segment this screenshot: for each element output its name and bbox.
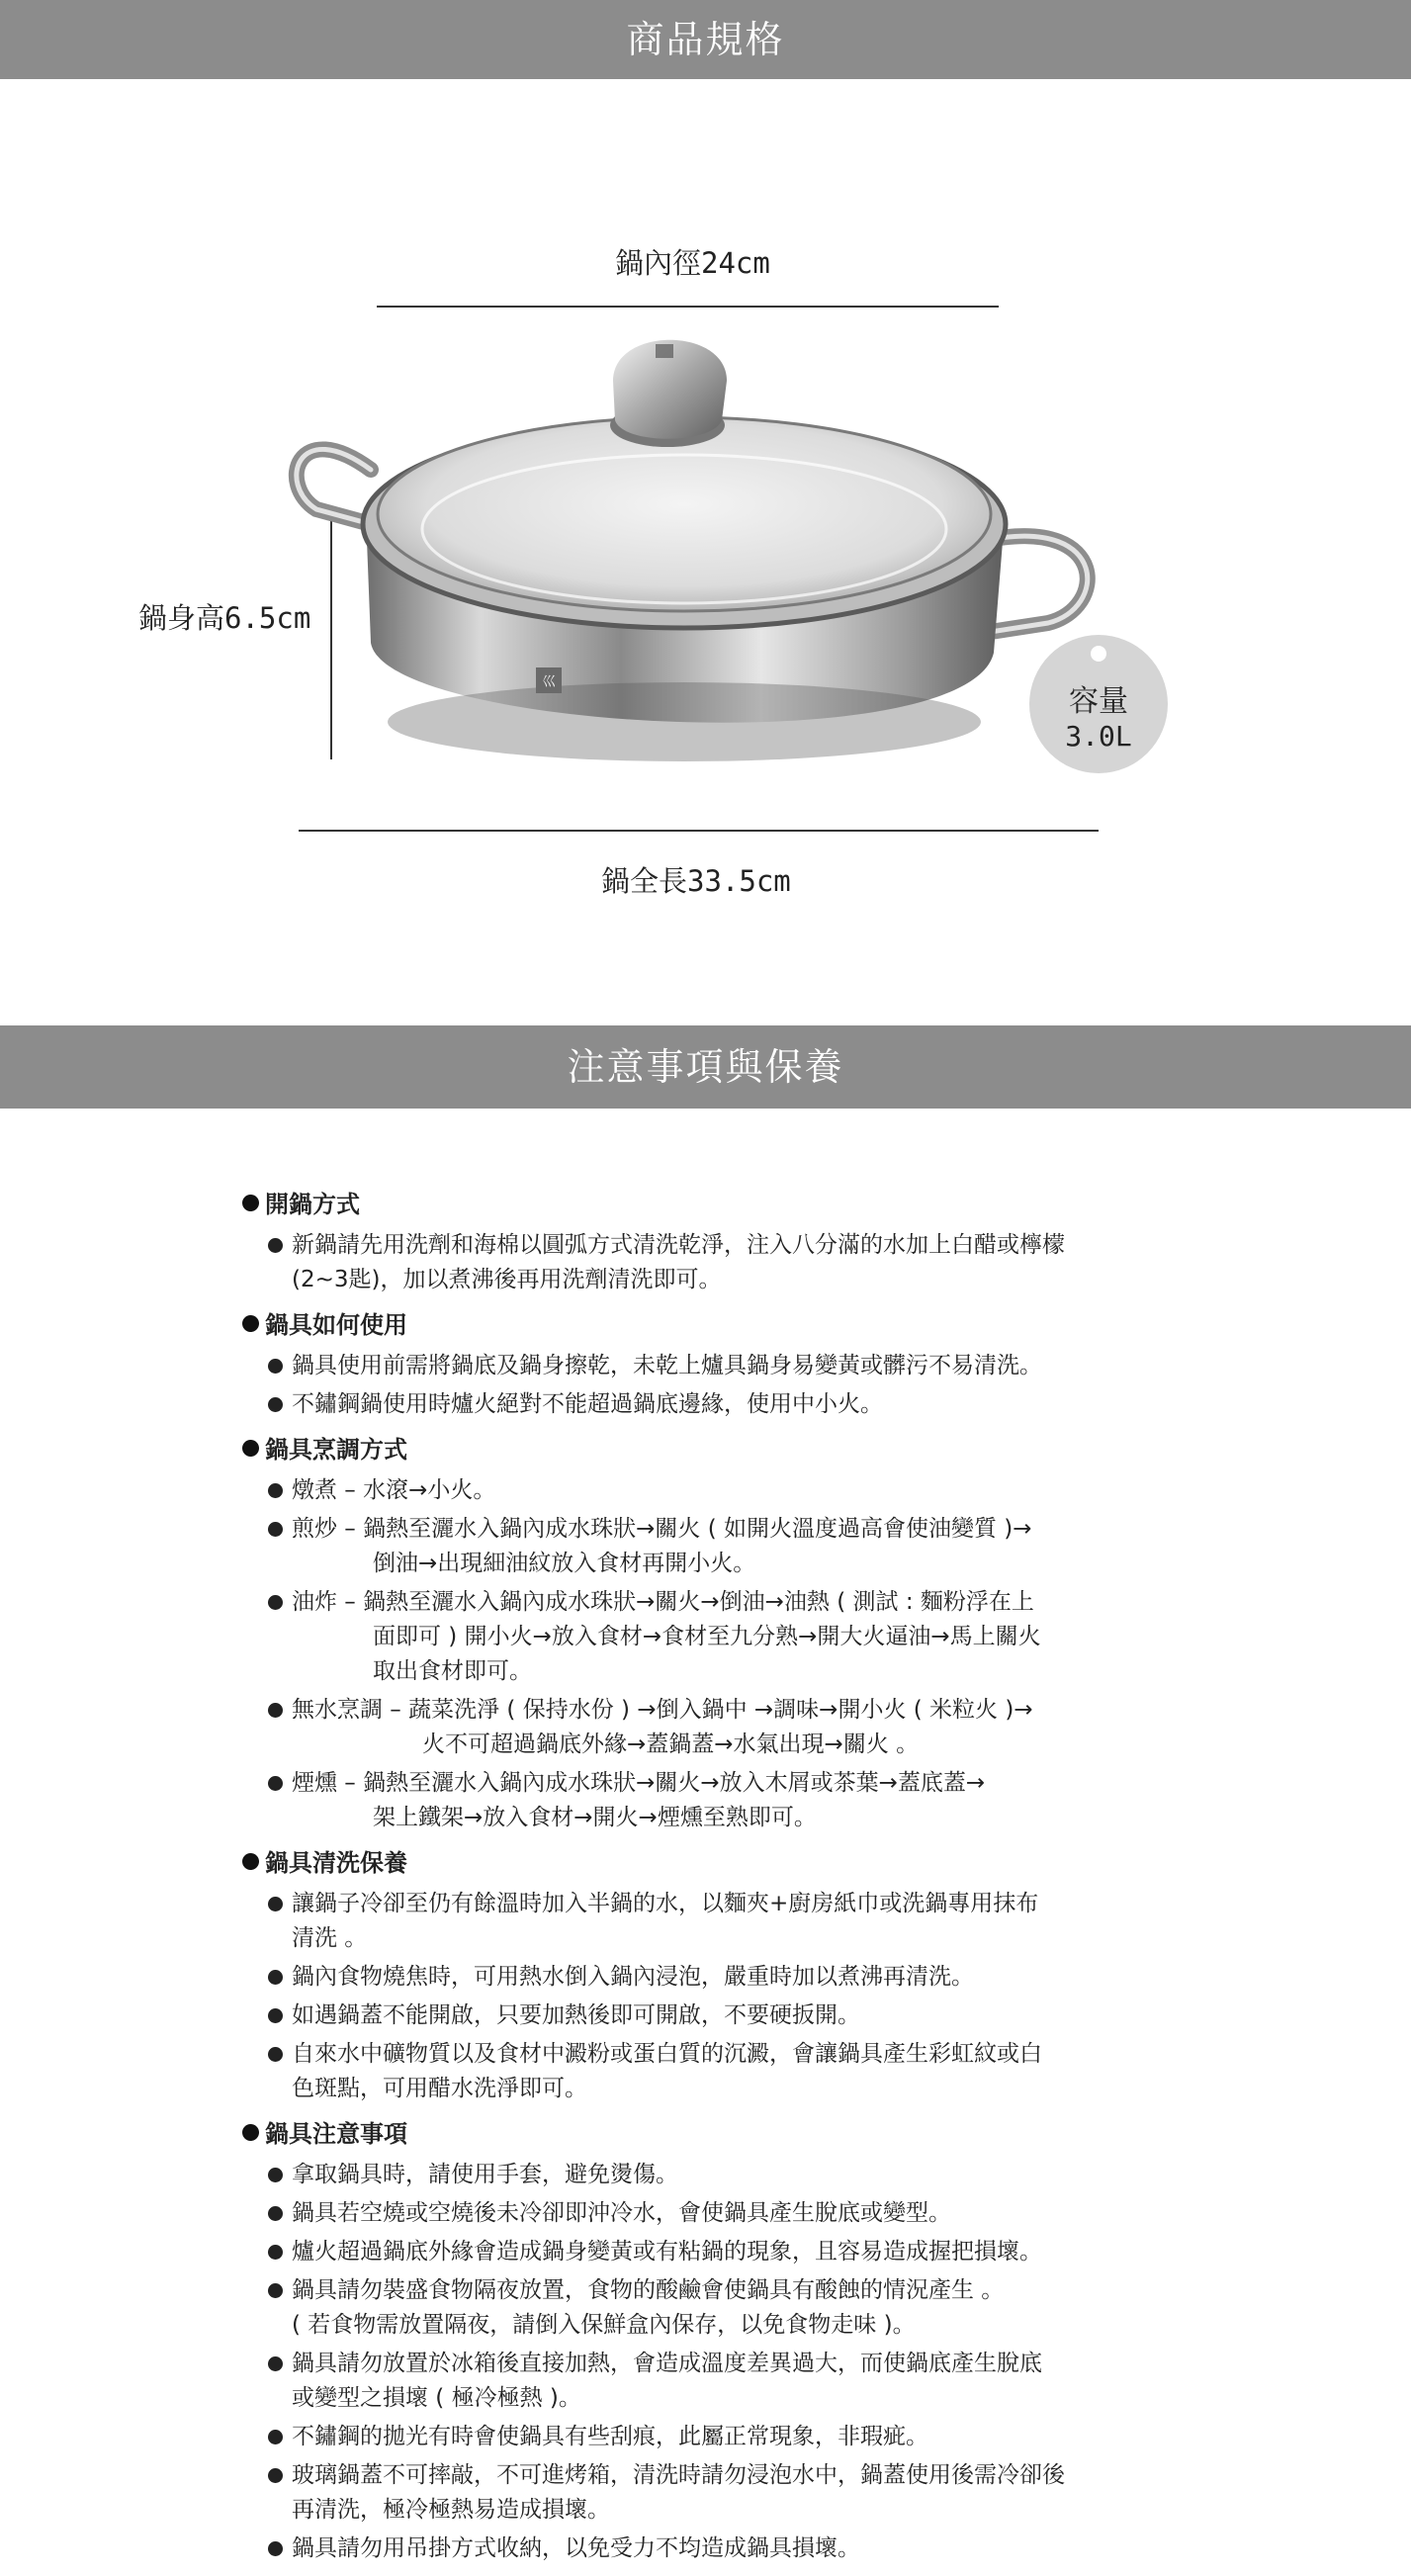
section-heading-text: 開鍋方式 <box>265 1191 360 1218</box>
bullet-icon <box>242 2124 259 2141</box>
list-item <box>268 2037 1182 2106</box>
list-item-text: 不鏽鋼的拋光有時會使鍋具有些刮痕，此屬正常現象，非瑕疵。 <box>292 2424 928 2449</box>
list-item-text: 無水烹調 – 蔬菜洗淨 ( 保持水份 ) →倒入鍋中 →調味→開小火 ( 米粒火 )→ <box>292 1697 1033 1723</box>
bullet-icon <box>268 2245 283 2260</box>
list-item-text: 面即可 ) 開小火→放入食材→食材至九分熟→開大火逼油→馬上關火 <box>373 1624 1041 1649</box>
diameter-label: 鍋內徑24cm <box>615 246 770 280</box>
list-item-text: 鍋具請勿用吊掛方式收納，以免受力不均造成鍋具損壞。 <box>292 2535 860 2561</box>
list-item <box>268 1349 1182 1383</box>
section-heading-text: 鍋具如何使用 <box>265 1311 407 1339</box>
care-banner: 注意事項與保養 <box>0 1025 1411 1109</box>
bullet-icon <box>242 1315 259 1332</box>
list-item <box>268 1887 1182 1956</box>
list-item <box>268 1999 1182 2033</box>
list-item-text: 架上鐵架→放入食材→開火→煙燻至熟即可。 <box>373 1805 817 1830</box>
pot-with-glass-lid-icon <box>277 326 1137 821</box>
capacity-dot <box>1091 646 1106 662</box>
bullet-icon <box>242 1853 259 1870</box>
section-heading <box>242 1307 1182 1343</box>
bullet-icon <box>268 2356 283 2371</box>
list-item-text: 鍋具請勿裝盛食物隔夜放置，食物的酸鹼會使鍋具有酸蝕的情況產生 。 <box>292 2277 1005 2303</box>
care-section <box>242 1845 1182 2106</box>
list-item-text: (2~3匙)，加以煮沸後再用洗劑清洗即可。 <box>292 1267 722 1292</box>
list-item-text: 燉煮 – 水滾→小火。 <box>292 1477 496 1503</box>
list-item-text: 玻璃鍋蓋不可摔敲，不可進烤箱，清洗時請勿浸泡水中，鍋蓋使用後需冷卻後 <box>292 2462 1065 2488</box>
list-item <box>268 1473 1182 1508</box>
bullet-icon <box>268 1483 283 1498</box>
bullet-icon <box>268 1359 283 1374</box>
list-item <box>268 2458 1182 2528</box>
list-item <box>268 2347 1182 2416</box>
bullet-icon <box>268 2283 283 2298</box>
bullet-icon <box>268 1238 283 1253</box>
list-item-text: 煎炒 – 鍋熱至灑水入鍋內成水珠狀→關火 ( 如開火溫度過高會使油變質 )→ <box>292 1516 1032 1542</box>
bullet-icon <box>268 1522 283 1537</box>
list-item-text: 新鍋請先用洗劑和海棉以圓弧方式清洗乾淨，注入八分滿的水加上白醋或檸檬 <box>292 1232 1065 1258</box>
list-item <box>268 2235 1182 2269</box>
bullet-icon <box>268 2206 283 2221</box>
care-section <box>242 1187 1182 1297</box>
height-label: 鍋身高6.5cm <box>138 601 311 635</box>
list-item-text: 取出食材即可。 <box>373 1658 532 1684</box>
care-section <box>242 1432 1182 1835</box>
section-heading <box>242 1845 1182 1881</box>
care-instructions <box>242 1187 1182 2576</box>
bullet-icon <box>268 1970 283 1985</box>
care-section <box>242 2116 1182 2566</box>
list-item <box>268 1512 1182 1581</box>
bullet-icon <box>268 2008 283 2023</box>
bullet-icon <box>268 1776 283 1791</box>
section-heading-text: 鍋具烹調方式 <box>265 1436 407 1464</box>
section-heading-text: 鍋具清洗保養 <box>265 1849 407 1877</box>
section-heading <box>242 1432 1182 1467</box>
list-item-text: 火不可超過鍋底外緣→蓋鍋蓋→水氣出現→關火 。 <box>422 1732 920 1757</box>
bullet-icon <box>268 2541 283 2556</box>
list-item-text: 鍋具若空燒或空燒後未冷卻即沖冷水，會使鍋具產生脫底或變型。 <box>292 2200 951 2226</box>
list-item <box>268 1228 1182 1297</box>
list-item-text: 讓鍋子冷卻至仍有餘溫時加入半鍋的水，以麵夾+廚房紙巾或洗鍋專用抹布 <box>292 1891 1039 1916</box>
capacity-label: 容量 <box>1069 684 1128 719</box>
list-item <box>268 2420 1182 2454</box>
list-item-text: 爐火超過鍋底外緣會造成鍋身變黃或有粘鍋的現象，且容易造成握把損壞。 <box>292 2239 1042 2265</box>
list-item-text: 煙燻 – 鍋熱至灑水入鍋內成水珠狀→關火→放入木屑或茶葉→蓋底蓋→ <box>292 1770 986 1796</box>
care-section <box>242 1307 1182 1422</box>
list-item <box>268 1585 1182 1689</box>
list-item-text: 拿取鍋具時，請使用手套，避免燙傷。 <box>292 2162 678 2187</box>
list-item <box>268 1387 1182 1422</box>
list-item <box>268 2532 1182 2566</box>
list-item-text: 鍋內食物燒焦時，可用熱水倒入鍋內浸泡，嚴重時加以煮沸再清洗。 <box>292 1964 974 1990</box>
length-dimension-line <box>299 830 1099 832</box>
list-item-text: 倒油→出現細油紋放入食材再開小火。 <box>373 1551 756 1576</box>
list-item-text: 清洗 。 <box>292 1925 368 1951</box>
list-item-text: 鍋具使用前需將鍋底及鍋身擦乾，未乾上爐具鍋身易變黃或髒污不易清洗。 <box>292 1353 1042 1378</box>
list-item-text: 鍋具請勿放置於冰箱後直接加熱，會造成溫度差異過大，而使鍋底產生脫底 <box>292 2351 1042 2376</box>
bullet-icon <box>268 2468 283 2483</box>
bullet-icon <box>268 1397 283 1412</box>
specs-banner: 商品規格 <box>0 0 1411 79</box>
bullet-icon <box>268 2430 283 2444</box>
list-item <box>268 2196 1182 2231</box>
capacity-badge <box>1029 635 1168 773</box>
list-item-text: 再清洗，極冷極熱易造成損壞。 <box>292 2497 610 2523</box>
list-item <box>268 2158 1182 2192</box>
diameter-dimension-line <box>377 306 999 308</box>
section-heading <box>242 2116 1182 2152</box>
list-item-text: 色斑點，可用醋水洗淨即可。 <box>292 2076 587 2101</box>
list-item <box>268 1960 1182 1995</box>
list-item-text: 或變型之損壞 ( 極冷極熱 )。 <box>292 2385 581 2411</box>
capacity-value: 3.0L <box>1065 720 1132 753</box>
list-item-text: 油炸 – 鍋熱至灑水入鍋內成水珠狀→關火→倒油→油熱 ( 測試 : 麵粉浮在上 <box>292 1589 1034 1615</box>
list-item <box>268 2273 1182 2343</box>
list-item-text: 自來水中礦物質以及食材中澱粉或蛋白質的沉澱，會讓鍋具產生彩虹紋或白 <box>292 2041 1042 2067</box>
list-item-text: ( 若食物需放置隔夜，請倒入保鮮盒內保存，以免食物走味 )。 <box>292 2312 916 2338</box>
bullet-icon <box>268 1703 283 1718</box>
bullet-icon <box>268 2168 283 2182</box>
bullet-icon <box>268 1897 283 1911</box>
list-item-text: 如遇鍋蓋不能開啟，只要加熱後即可開啟，不要硬扳開。 <box>292 2002 860 2028</box>
bullet-icon <box>268 1595 283 1610</box>
list-item <box>268 1766 1182 1835</box>
section-heading-text: 鍋具注意事項 <box>265 2120 407 2148</box>
section-heading <box>242 1187 1182 1222</box>
list-item-text: 不鏽鋼鍋使用時爐火絕對不能超過鍋底邊緣，使用中小火。 <box>292 1391 883 1417</box>
bullet-icon <box>242 1440 259 1457</box>
bullet-icon <box>268 2047 283 2062</box>
length-label: 鍋全長33.5cm <box>601 864 791 898</box>
list-item <box>268 1693 1182 1762</box>
bullet-icon <box>242 1195 259 1211</box>
svg-text:巛: 巛 <box>542 674 556 690</box>
